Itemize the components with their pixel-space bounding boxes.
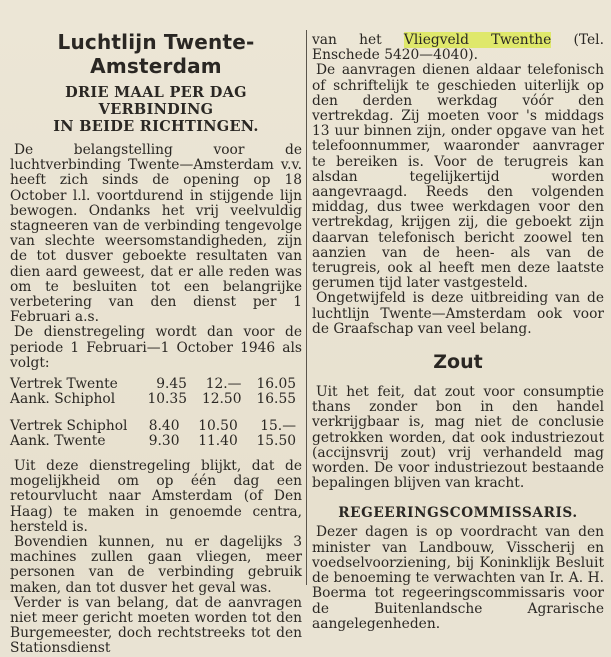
schedule-label: Vertrek Twente xyxy=(10,376,118,393)
article-subheadline xyxy=(10,84,302,135)
paragraph-vliegveld xyxy=(312,33,604,63)
paragraph-schedule-intro: De dienstregeling wordt dan voor de periode 1 Februari—1 October 1946 als volgt: xyxy=(10,324,302,371)
schedule-label: Aank. Schiphol xyxy=(10,391,116,408)
paragraph-aanvraag-details: De aanvragen dienen aldaar telefonisch of schriftelijk te geschieden uiterlijk op den derden werkdag vóór den vertrekdag. Zij moeten voor 's middags 13 uur binnen zijn, onder opgave van het telefoonnummer, waaronder aanvrager te bereiken is. Voor de terugreis kan alsdan tegelijkertijd worden aangevraagd. Reeds den volgenden middag, dus twee werkdagen voor den vertrekdag, krijgen zij, die geboekt zijn daarvan telefonisch bericht zoowel ten aanzien van de heen- als van de terugreis, ook al heeft men deze laatste gerumen tijd later vastgesteld. xyxy=(312,62,604,292)
paragraph-graafschap: Ongetwijfeld is deze uitbreiding van de luchtlijn Twente—Amsterdam ook voor de Graafschap van veel belang. xyxy=(312,290,604,337)
schedule-time: 12.— xyxy=(205,376,242,393)
subheadline-line-2: IN BEIDE RICHTINGEN. xyxy=(53,118,259,135)
table-row xyxy=(10,419,302,434)
table-row xyxy=(10,377,302,392)
paragraph-zout: Uit het feit, dat zout voor consumptie thans zonder bon in den handel verkrijgbaar is, mag niet de conclusie getrokken worden, dat ook industriezout (accijnsvrij zout) vrij verhandeld mag worden. De voor industriezout bestaande bepalingen blijven van kracht. xyxy=(312,384,604,492)
paragraph-regeering: Dezer dagen is op voordracht van den minister van Landbouw, Visscherij en voedselvoorziening, bij Koninklijk Besluit de benoeming te verwachten van Ir. A. H. Boerma tot regeeringscommissaris voor de Buitenlandsche Agrarische aangelegenheden. xyxy=(312,524,604,632)
highlighted-text: Vliegveld Twenthe xyxy=(403,32,552,48)
zout-headline: Zout xyxy=(433,351,483,374)
schedule-table-twente-schiphol xyxy=(10,377,302,407)
subheadline-line-1: DRIE MAAL PER DAG VERBINDING xyxy=(65,84,247,118)
schedule-time: 9.30 xyxy=(148,433,180,450)
schedule-label: Vertrek Schiphol xyxy=(10,418,128,435)
schedule-time: 15.50 xyxy=(256,433,296,450)
right-column xyxy=(312,0,604,632)
schedule-time: 11.40 xyxy=(198,433,238,450)
paragraph-intro: De belangstelling voor de luchtverbinding Twente—Amsterdam v.v. heeft zich sinds de opening op 18 October l.l. voortdurend in stijgende lijn bewogen. Ondanks het vrij veelvuldig stagneeren van de verbinding tengevolge van slechte weersomstandigheden, zijn de tot dusver geboekte resultaten van dien aard geweest, dat er alle reden was om te besluiten tot een belangrijke verbetering van den dienst per 1 Februari a.s. xyxy=(10,142,302,326)
schedule-time: 10.50 xyxy=(198,418,238,435)
article-headline: Luchtlijn Twente-Amsterdam xyxy=(57,30,255,78)
schedule-time: 12.50 xyxy=(201,391,242,408)
paragraph-machines: Bovendien kunnen, nu er dagelijks 3 machines zullen gaan vliegen, meer personen van de verbinding gebruik maken, dan tot dusver het geval was. xyxy=(10,534,302,596)
table-row xyxy=(10,434,302,449)
text-run: van het xyxy=(312,32,404,48)
schedule-label: Aank. Twente xyxy=(10,433,106,450)
column-divider xyxy=(306,30,307,585)
table-row xyxy=(10,392,302,407)
schedule-time: 10.35 xyxy=(147,391,187,408)
left-column xyxy=(10,0,302,657)
paragraph-aanvragen: Verder is van belang, dat de aanvragen niet meer gericht moeten worden tot den Burgemeester, doch rechtstreeks tot den Stationsdienst xyxy=(10,594,302,657)
text-run: (Tel. Enschede 5420—4040). xyxy=(312,32,604,64)
regeering-headline: REGEERINGSCOMMISSARIS. xyxy=(338,505,578,522)
schedule-time: 9.45 xyxy=(156,376,187,393)
paragraph-retour: Uit deze dienstregeling blijkt, dat de mogelijkheid om op één dag een retourvlucht naar Amsterdam (of Den Haag) te maken in genoemde centra, hersteld is. xyxy=(10,458,302,535)
schedule-time: 15.— xyxy=(260,418,296,435)
schedule-time: 8.40 xyxy=(148,418,180,435)
schedule-time: 16.05 xyxy=(256,376,296,393)
schedule-table-schiphol-twente xyxy=(10,419,302,449)
schedule-time: 16.55 xyxy=(256,391,296,408)
